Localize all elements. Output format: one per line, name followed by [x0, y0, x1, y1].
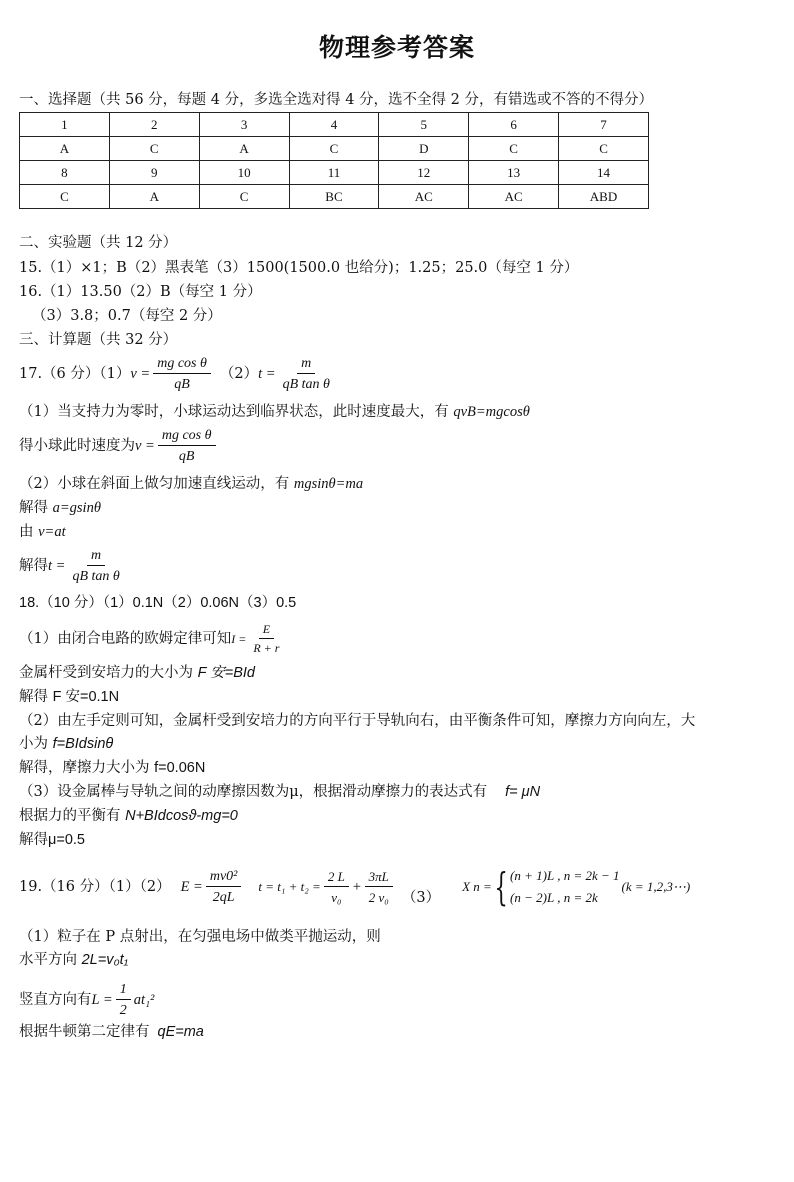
q17-head: 17.（6 分）（1）	[19, 366, 131, 382]
q18-summary: 18.（10 分）（1）0.1N（2）0.06N（3）0.5	[19, 595, 297, 611]
q17-step-6-numerator: m	[87, 547, 105, 566]
q19-t-fraction-2-numerator: 3πL	[365, 868, 393, 887]
q19-t-fraction-2-denominator: 2 v₀	[368, 890, 389, 905]
q17-t-denominator: qB tan θ	[282, 377, 330, 392]
q17-t-fraction	[279, 355, 334, 393]
q18-step-4-line-2	[19, 734, 113, 754]
q19-step-3-text: 竖直方向有	[19, 992, 92, 1008]
answer-table-cell: 8	[20, 161, 110, 185]
q19-e-lhs: E =	[180, 879, 203, 895]
q18-step-6-text: （3）设金属棒与导轨之间的动摩擦因数为μ，根据滑动摩擦力的表达式有	[19, 784, 488, 800]
q18-step-7	[19, 806, 238, 826]
q18-step-5-eq: f=0.06N	[154, 760, 206, 776]
answer-table-cell: 10	[199, 161, 289, 185]
q17-summary	[19, 352, 337, 396]
q18-step-2-text: 金属杆受到安培力的大小为	[19, 665, 198, 681]
answer-table-cell: ABD	[559, 185, 649, 209]
q17-v-lhs: v =	[130, 366, 151, 382]
q17-step-1-eq: qvB=mgcosθ	[453, 404, 530, 420]
answer-table-cell: 3	[199, 113, 289, 137]
q19-plus: +	[351, 879, 362, 895]
answer-table-cell: AC	[469, 185, 559, 209]
q19-t-fraction-1	[324, 868, 349, 906]
q17-step-3-text: （2）小球在斜面上做匀加速直线运动，有	[19, 476, 294, 492]
q19-summary	[19, 860, 690, 914]
q17-step-2	[19, 424, 219, 468]
answer-table-cell: 2	[109, 113, 199, 137]
q19-step-3-fraction	[116, 981, 131, 1019]
q18-step-2	[19, 663, 255, 683]
q19-t-fraction-1-numerator: 2 L	[324, 868, 349, 887]
q19-t-fraction-2	[365, 868, 393, 906]
answer-table-cell: 4	[289, 113, 379, 137]
q19-step-3-lhs: L =	[91, 992, 113, 1008]
q19-step-2	[19, 950, 128, 970]
answer-table-cell: A	[199, 137, 289, 161]
q18-step-1-denominator: R + r	[253, 641, 280, 655]
answer-table-cell: C	[109, 137, 199, 161]
answer-table-cell: 6	[469, 113, 559, 137]
q18-step-8	[19, 830, 85, 850]
q19-x-case-1: (n + 1)L , n = 2k − 1	[510, 868, 620, 883]
answer-table-row	[20, 137, 649, 161]
q19-step-3	[19, 978, 154, 1022]
answer-table-cell: C	[199, 185, 289, 209]
q17-step-5-text: 由	[19, 524, 39, 540]
q19-part3: （3）	[401, 890, 441, 906]
q19-x-cases	[510, 865, 620, 909]
q17-step-1-text: （1）当支持力为零时，小球运动达到临界状态，此时速度最大，有	[19, 404, 454, 420]
q19-t-fraction-1-denominator: v₀	[331, 890, 342, 905]
q17-step-1	[19, 402, 530, 422]
q18-step-1-lhs: I =	[231, 632, 247, 646]
q19-step-4-eq: qE=ma	[157, 1024, 204, 1040]
q19-step-4	[19, 1022, 204, 1042]
q19-step-1: （1）粒子在 P 点射出，在匀强电场中做类平抛运动，则	[19, 929, 381, 945]
q17-step-2-lhs: v =	[135, 438, 155, 454]
q17-v-fraction	[153, 355, 211, 393]
q17-step-2-text: 得小球此时速度为	[19, 438, 135, 454]
q17-step-4-eq: a=gsinθ	[52, 500, 101, 516]
q17-step-2-fraction	[158, 427, 216, 465]
q17-t-lhs: t =	[258, 366, 276, 382]
q17-step-2-denominator: qB	[178, 449, 195, 464]
section-experiment-heading: 二、实验题（共 12 分）	[19, 235, 178, 251]
q19-step-4-text: 根据牛顿第二定律有	[19, 1024, 150, 1040]
q17-step-5	[19, 522, 66, 542]
q17-v-denominator: qB	[174, 377, 190, 392]
q18-step-1-fraction	[249, 622, 283, 656]
q18-step-1-numerator: E	[259, 622, 274, 639]
answer-table-row	[20, 185, 649, 209]
q19-step-3-denominator: 2	[119, 1003, 127, 1018]
q18-step-5	[19, 758, 205, 778]
q19-head: 19.（16 分）（1）（2）	[19, 879, 171, 895]
q17-step-3-eq: mgsinθ=ma	[293, 476, 364, 492]
q18-step-7-eq: N+BIdcosϑ-mg=0	[125, 808, 238, 824]
q19-step-2-eq: 2L=v₀t₁	[81, 952, 129, 968]
q15-answer: 15.（1）×1；B（2）黑表笔（3）1500(1500.0 也给分)；1.25；25.0（每空 1 分）	[19, 260, 579, 276]
answer-table-cell: 12	[379, 161, 469, 185]
answer-table-cell: 9	[109, 161, 199, 185]
q19-x-lhs: X n =	[462, 879, 492, 894]
q19-brace-icon: {	[494, 865, 508, 909]
q18-step-4-line-1: （2）由左手定则可知，金属杆受到安培力的方向平行于导轨向右，由平衡条件可知，摩擦力方向向左，大	[19, 713, 696, 729]
q18-step-3-text: 解得	[19, 689, 53, 705]
answer-table-cell: C	[469, 137, 559, 161]
q19-e-fraction	[206, 868, 242, 906]
q17-step-6-fraction	[68, 547, 123, 585]
q17-step-4	[19, 498, 101, 518]
q17-t-numerator: m	[297, 355, 315, 374]
q18-step-1	[19, 618, 286, 660]
q16-answer-1: 16.（1）13.50（2）B（每空 1 分）	[19, 284, 262, 300]
q19-t-expr: t = t₁ + t₂ =	[258, 879, 321, 894]
q18-step-4-line-2-eq: f=BIdsinθ	[52, 736, 114, 752]
q17-step-3	[19, 474, 363, 494]
answer-table-row	[20, 161, 649, 185]
q17-step-5-eq: v=at	[38, 524, 66, 540]
q19-step-3-numerator: 1	[116, 981, 131, 1000]
q19-step-2-text: 水平方向	[19, 952, 82, 968]
answer-table-cell: A	[109, 185, 199, 209]
q18-step-5-text: 解得，摩擦力大小为	[19, 760, 155, 776]
answer-table-cell: 1	[20, 113, 110, 137]
q18-step-1-text: （1）由闭合电路的欧姆定律可知	[19, 631, 232, 647]
page-title: 物理参考答案	[318, 33, 475, 62]
answer-table	[19, 112, 649, 209]
answer-table-cell: C	[559, 137, 649, 161]
answer-table-cell: 7	[559, 113, 649, 137]
answer-table-cell: C	[289, 137, 379, 161]
q18-step-8-eq: μ=0.5	[48, 832, 85, 848]
q19-e-denominator: 2qL	[212, 890, 235, 905]
q18-step-7-text: 根据力的平衡有	[19, 808, 126, 824]
section-choice-heading: 一、选择题（共 56 分，每题 4 分，多选全选对得 4 分，选不全得 2 分，有错选或不答的不得分）	[19, 92, 653, 108]
q18-step-6-eq: f= μN	[505, 784, 541, 800]
answer-table-cell: 14	[559, 161, 649, 185]
q17-step-4-text: 解得	[19, 500, 53, 516]
q18-step-2-eq: F 安=BId	[197, 665, 255, 681]
q17-step-6-text: 解得	[19, 558, 48, 574]
answer-table-cell: A	[20, 137, 110, 161]
q18-step-3	[19, 687, 119, 707]
answer-table-cell: AC	[379, 185, 469, 209]
q17-part2: （2）	[219, 366, 259, 382]
q18-step-8-text: 解得	[19, 832, 48, 848]
answer-table-cell: 5	[379, 113, 469, 137]
q18-step-6	[19, 782, 540, 802]
q19-e-numerator: mv0²	[206, 868, 242, 887]
q17-step-6-denominator: qB tan θ	[72, 569, 120, 584]
answer-table-row	[20, 113, 649, 137]
q18-step-4-line-2-text: 小为	[19, 736, 53, 752]
answer-table-cell: C	[20, 185, 110, 209]
answer-table-cell: BC	[289, 185, 379, 209]
q17-v-numerator: mg cos θ	[153, 355, 211, 374]
answer-table-cell: D	[379, 137, 469, 161]
section-calc-heading: 三、计算题（共 32 分）	[19, 332, 178, 348]
q19-step-3-rhs: at₁²	[133, 992, 155, 1008]
q17-step-6-lhs: t =	[48, 558, 66, 574]
q19-x-condition: (k = 1,2,3⋯)	[621, 879, 691, 894]
q19-x-case-2: (n − 2)L , n = 2k	[510, 890, 598, 905]
answer-table-cell: 13	[469, 161, 559, 185]
q17-step-6	[19, 544, 127, 588]
q16-answer-2: （3）3.8；0.7（每空 2 分）	[32, 308, 222, 324]
q17-step-2-numerator: mg cos θ	[158, 427, 216, 446]
q18-step-3-eq: F 安=0.1N	[52, 689, 120, 705]
answer-table-cell: 11	[289, 161, 379, 185]
